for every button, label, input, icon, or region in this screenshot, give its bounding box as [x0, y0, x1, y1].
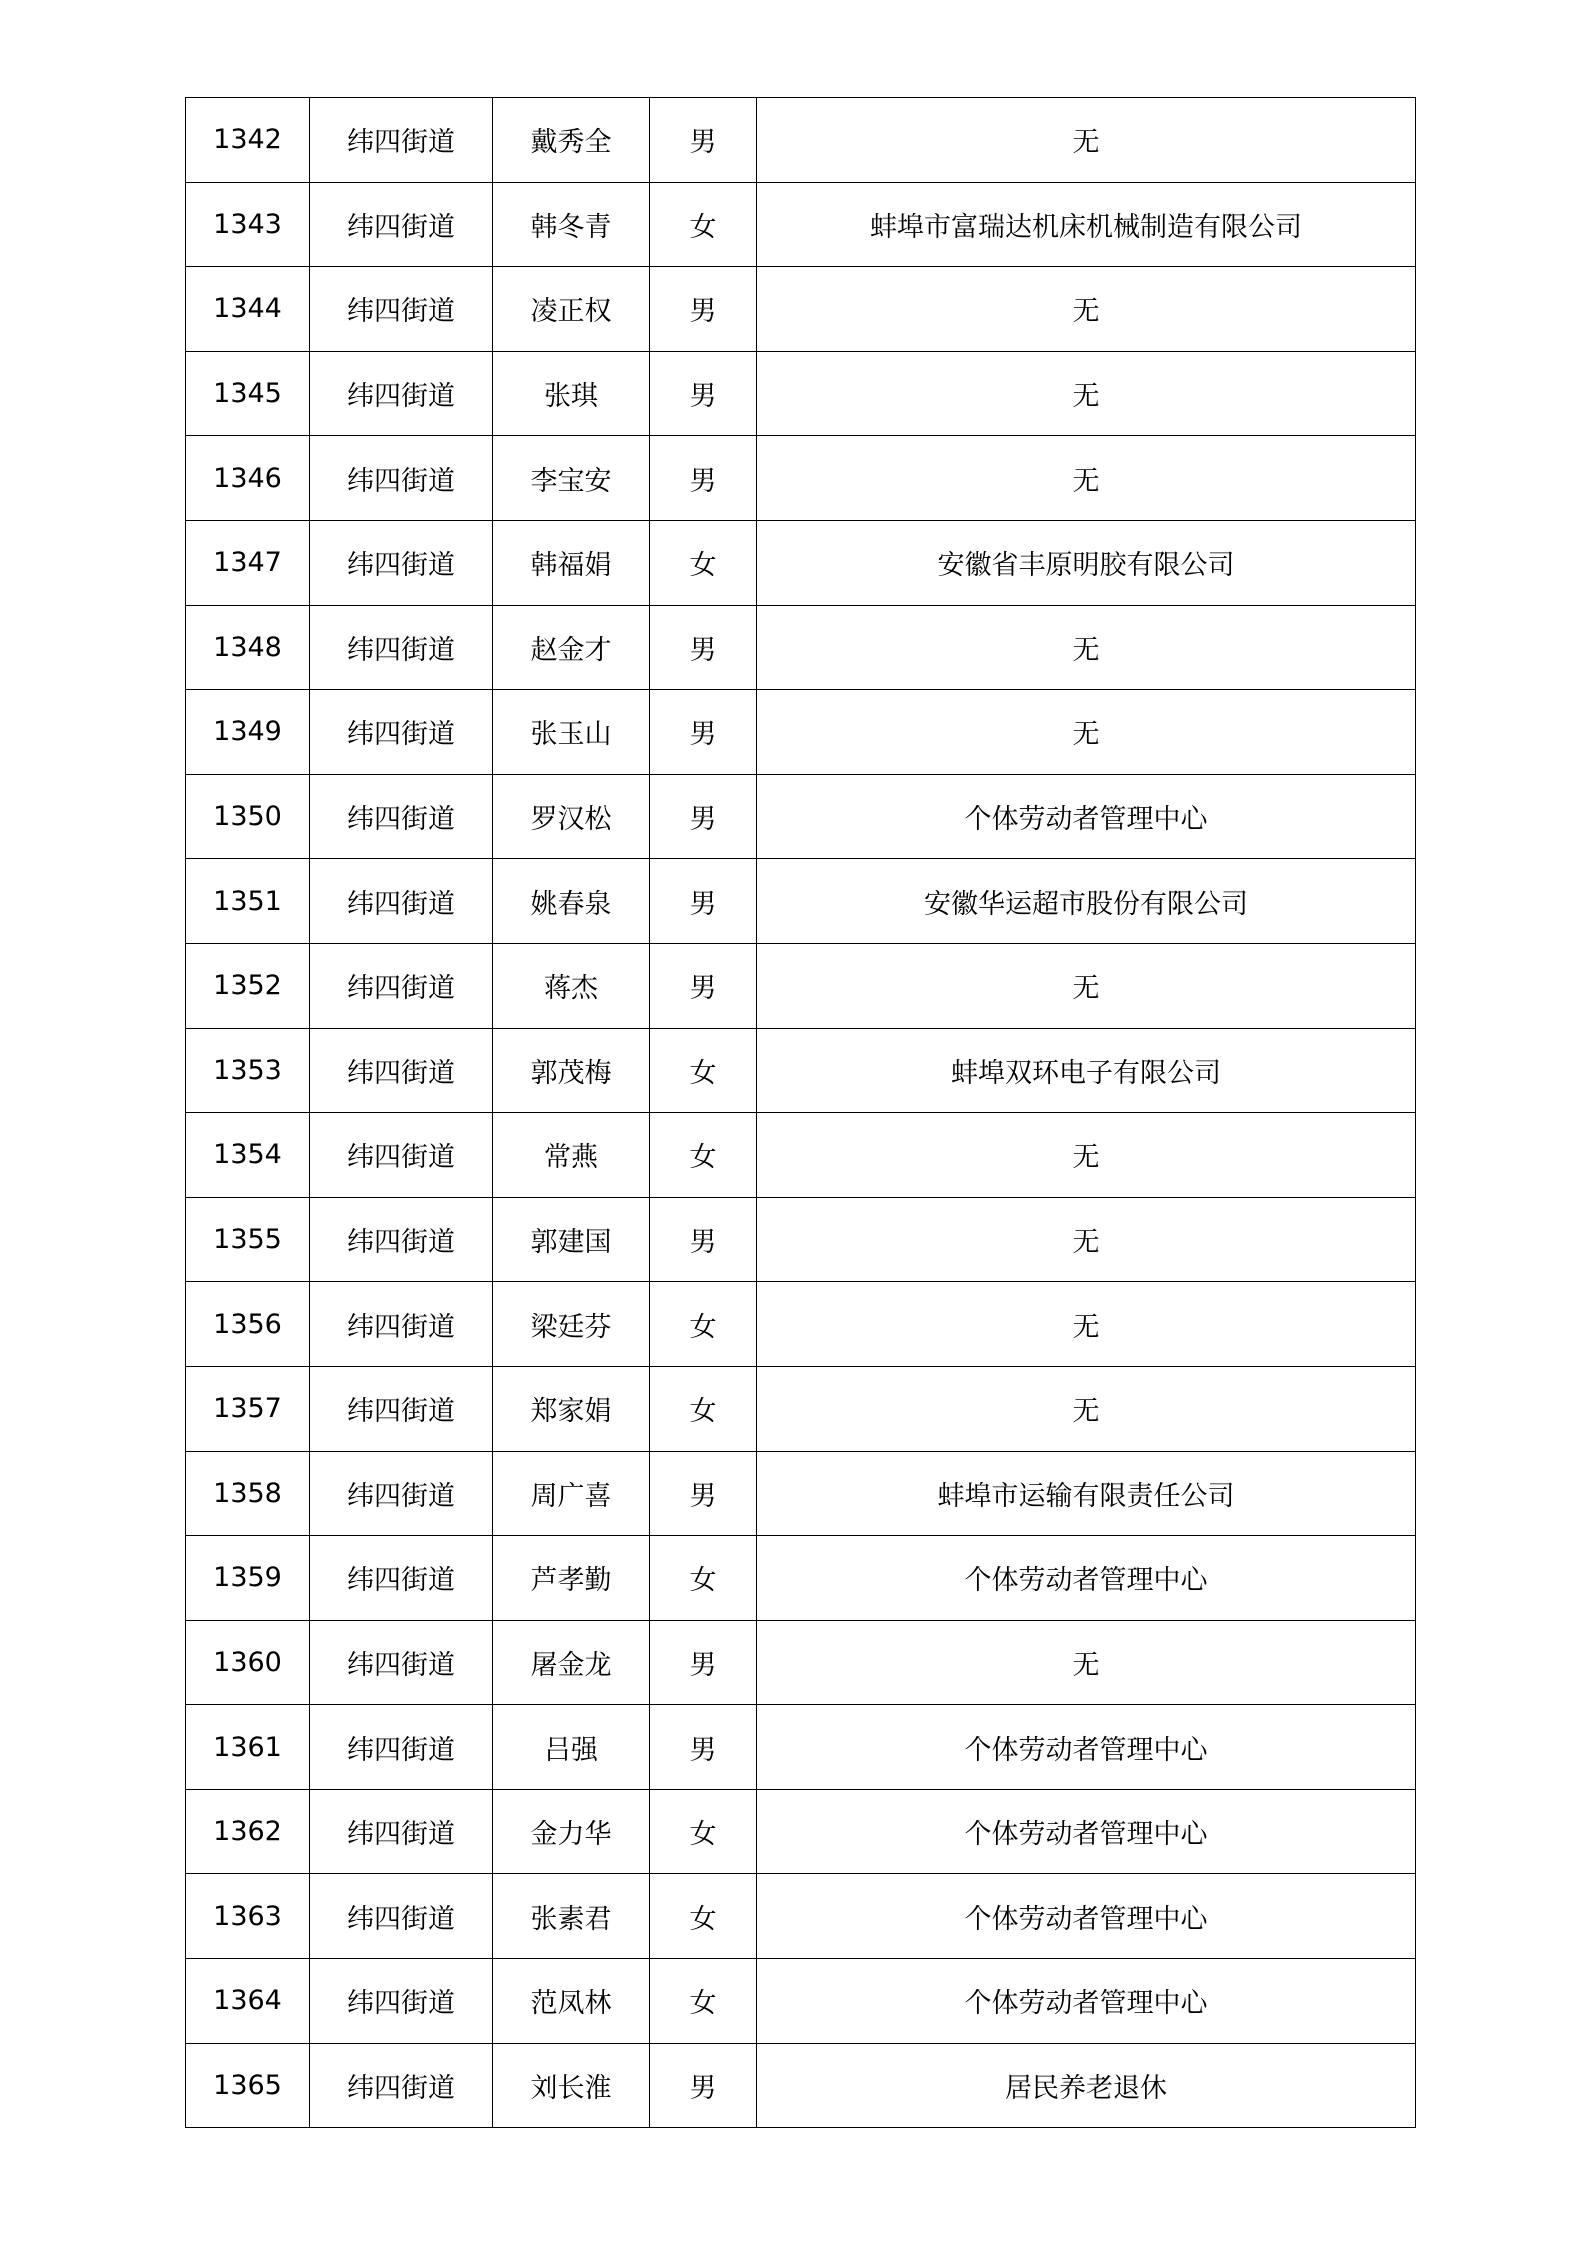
gender-cell: 女	[650, 1282, 757, 1367]
row-number: 1343	[186, 182, 310, 267]
gender-cell: 男	[650, 436, 757, 521]
row-number: 1349	[186, 690, 310, 775]
row-number: 1362	[186, 1789, 310, 1874]
table-row	[186, 520, 1416, 605]
unit-cell: 个体劳动者管理中心	[757, 1959, 1416, 2044]
unit-cell: 蚌埠双环电子有限公司	[757, 1028, 1416, 1113]
row-number: 1359	[186, 1536, 310, 1621]
name-cell: 罗汉松	[493, 774, 650, 859]
gender-cell: 男	[650, 1620, 757, 1705]
name-cell: 芦孝勤	[493, 1536, 650, 1621]
row-number: 1352	[186, 943, 310, 1028]
street-cell: 纬四街道	[310, 1705, 493, 1790]
table-row	[186, 1197, 1416, 1282]
gender-cell: 女	[650, 1028, 757, 1113]
street-cell: 纬四街道	[310, 1451, 493, 1536]
unit-cell: 无	[757, 351, 1416, 436]
row-number: 1346	[186, 436, 310, 521]
name-cell: 吕强	[493, 1705, 650, 1790]
gender-cell: 女	[650, 1536, 757, 1621]
table-row	[186, 774, 1416, 859]
unit-cell: 个体劳动者管理中心	[757, 774, 1416, 859]
name-cell: 张琪	[493, 351, 650, 436]
row-number: 1353	[186, 1028, 310, 1113]
name-cell: 郭茂梅	[493, 1028, 650, 1113]
row-number: 1355	[186, 1197, 310, 1282]
name-cell: 屠金龙	[493, 1620, 650, 1705]
unit-cell: 无	[757, 98, 1416, 183]
table-row	[186, 1282, 1416, 1367]
name-cell: 韩福娟	[493, 520, 650, 605]
name-cell: 刘长淮	[493, 2043, 650, 2128]
unit-cell: 无	[757, 267, 1416, 352]
street-cell: 纬四街道	[310, 1874, 493, 1959]
table-row	[186, 690, 1416, 775]
name-cell: 周广喜	[493, 1451, 650, 1536]
gender-cell: 男	[650, 267, 757, 352]
row-number: 1364	[186, 1959, 310, 2044]
street-cell: 纬四街道	[310, 1789, 493, 1874]
unit-cell: 蚌埠市运输有限责任公司	[757, 1451, 1416, 1536]
table-row	[186, 98, 1416, 183]
street-cell: 纬四街道	[310, 605, 493, 690]
name-cell: 范凤林	[493, 1959, 650, 2044]
table-row	[186, 351, 1416, 436]
row-number: 1342	[186, 98, 310, 183]
street-cell: 纬四街道	[310, 690, 493, 775]
unit-cell: 无	[757, 436, 1416, 521]
street-cell: 纬四街道	[310, 351, 493, 436]
gender-cell: 男	[650, 774, 757, 859]
gender-cell: 女	[650, 1366, 757, 1451]
gender-cell: 女	[650, 1113, 757, 1198]
street-cell: 纬四街道	[310, 1028, 493, 1113]
table-row	[186, 943, 1416, 1028]
row-number: 1357	[186, 1366, 310, 1451]
street-cell: 纬四街道	[310, 267, 493, 352]
table-row	[186, 182, 1416, 267]
name-cell: 凌正权	[493, 267, 650, 352]
street-cell: 纬四街道	[310, 1113, 493, 1198]
gender-cell: 女	[650, 1874, 757, 1959]
street-cell: 纬四街道	[310, 1366, 493, 1451]
gender-cell: 男	[650, 351, 757, 436]
street-cell: 纬四街道	[310, 520, 493, 605]
unit-cell: 个体劳动者管理中心	[757, 1789, 1416, 1874]
gender-cell: 男	[650, 690, 757, 775]
name-cell: 李宝安	[493, 436, 650, 521]
gender-cell: 女	[650, 1789, 757, 1874]
table-row	[186, 605, 1416, 690]
gender-cell: 男	[650, 1197, 757, 1282]
gender-cell: 男	[650, 98, 757, 183]
row-number: 1345	[186, 351, 310, 436]
street-cell: 纬四街道	[310, 2043, 493, 2128]
unit-cell: 个体劳动者管理中心	[757, 1536, 1416, 1621]
name-cell: 金力华	[493, 1789, 650, 1874]
table-row	[186, 1874, 1416, 1959]
name-cell: 戴秀全	[493, 98, 650, 183]
street-cell: 纬四街道	[310, 98, 493, 183]
name-cell: 常燕	[493, 1113, 650, 1198]
table-row	[186, 1451, 1416, 1536]
table-row	[186, 1536, 1416, 1621]
gender-cell: 男	[650, 605, 757, 690]
table-row	[186, 1959, 1416, 2044]
table-row	[186, 2043, 1416, 2128]
gender-cell: 女	[650, 1959, 757, 2044]
street-cell: 纬四街道	[310, 1282, 493, 1367]
unit-cell: 无	[757, 1113, 1416, 1198]
row-number: 1356	[186, 1282, 310, 1367]
unit-cell: 无	[757, 1620, 1416, 1705]
gender-cell: 男	[650, 859, 757, 944]
gender-cell: 女	[650, 520, 757, 605]
street-cell: 纬四街道	[310, 182, 493, 267]
street-cell: 纬四街道	[310, 1620, 493, 1705]
table-row	[186, 1705, 1416, 1790]
row-number: 1350	[186, 774, 310, 859]
street-cell: 纬四街道	[310, 1197, 493, 1282]
unit-cell: 无	[757, 1197, 1416, 1282]
unit-cell: 安徽华运超市股份有限公司	[757, 859, 1416, 944]
gender-cell: 男	[650, 1705, 757, 1790]
name-cell: 郑家娟	[493, 1366, 650, 1451]
unit-cell: 无	[757, 690, 1416, 775]
unit-cell: 蚌埠市富瑞达机床机械制造有限公司	[757, 182, 1416, 267]
row-number: 1351	[186, 859, 310, 944]
table-row	[186, 1113, 1416, 1198]
unit-cell: 无	[757, 605, 1416, 690]
street-cell: 纬四街道	[310, 1959, 493, 2044]
table-row	[186, 1620, 1416, 1705]
roster-table	[185, 97, 1416, 2128]
unit-cell: 个体劳动者管理中心	[757, 1705, 1416, 1790]
row-number: 1344	[186, 267, 310, 352]
row-number: 1365	[186, 2043, 310, 2128]
gender-cell: 男	[650, 2043, 757, 2128]
table-row	[186, 859, 1416, 944]
row-number: 1363	[186, 1874, 310, 1959]
unit-cell: 个体劳动者管理中心	[757, 1874, 1416, 1959]
name-cell: 郭建国	[493, 1197, 650, 1282]
name-cell: 张玉山	[493, 690, 650, 775]
row-number: 1354	[186, 1113, 310, 1198]
street-cell: 纬四街道	[310, 436, 493, 521]
gender-cell: 女	[650, 182, 757, 267]
roster-table-body	[186, 98, 1416, 2128]
name-cell: 蒋杰	[493, 943, 650, 1028]
name-cell: 张素君	[493, 1874, 650, 1959]
gender-cell: 男	[650, 1451, 757, 1536]
unit-cell: 无	[757, 1282, 1416, 1367]
street-cell: 纬四街道	[310, 943, 493, 1028]
unit-cell: 安徽省丰原明胶有限公司	[757, 520, 1416, 605]
street-cell: 纬四街道	[310, 774, 493, 859]
row-number: 1348	[186, 605, 310, 690]
street-cell: 纬四街道	[310, 1536, 493, 1621]
table-row	[186, 436, 1416, 521]
name-cell: 韩冬青	[493, 182, 650, 267]
row-number: 1358	[186, 1451, 310, 1536]
table-row	[186, 267, 1416, 352]
table-row	[186, 1366, 1416, 1451]
unit-cell: 居民养老退休	[757, 2043, 1416, 2128]
unit-cell: 无	[757, 1366, 1416, 1451]
gender-cell: 男	[650, 943, 757, 1028]
table-row	[186, 1789, 1416, 1874]
name-cell: 姚春泉	[493, 859, 650, 944]
name-cell: 赵金才	[493, 605, 650, 690]
street-cell: 纬四街道	[310, 859, 493, 944]
row-number: 1361	[186, 1705, 310, 1790]
table-row	[186, 1028, 1416, 1113]
name-cell: 梁廷芬	[493, 1282, 650, 1367]
row-number: 1347	[186, 520, 310, 605]
row-number: 1360	[186, 1620, 310, 1705]
unit-cell: 无	[757, 943, 1416, 1028]
